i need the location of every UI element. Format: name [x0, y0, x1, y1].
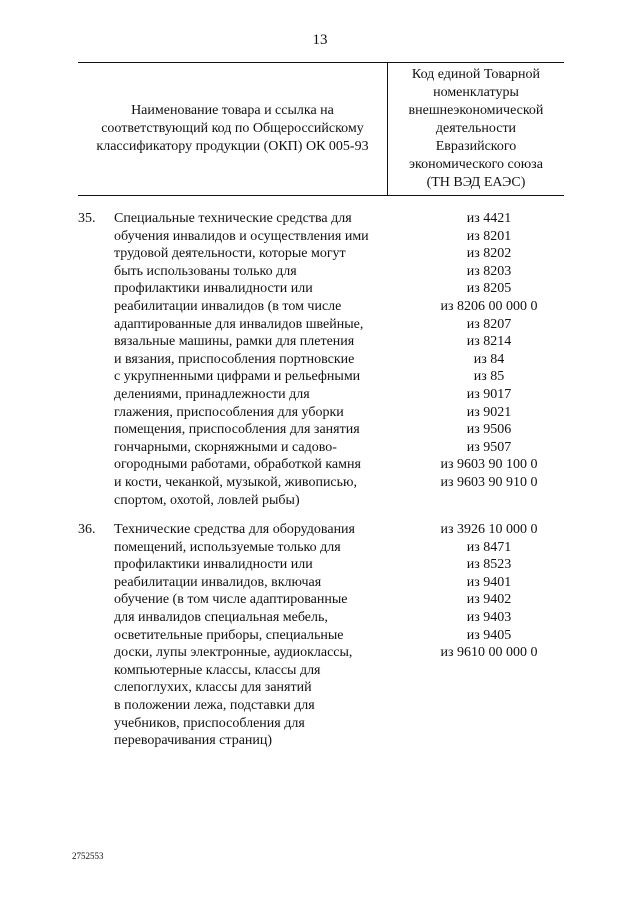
description-line: с укрупненными цифрами и рельефными	[114, 369, 361, 385]
code-value: из 9405	[466, 627, 512, 643]
description-line: огородными работами, обработкой камня	[114, 457, 361, 473]
document-id: 2752553	[72, 851, 104, 861]
page-number: 13	[312, 32, 328, 48]
code-value: из 3926 10 000 0	[440, 522, 538, 537]
code-value: из 85	[473, 369, 505, 385]
description-line: помещения, приспособления для занятия	[114, 422, 360, 438]
description-line: профилактики инвалидности или	[114, 557, 313, 573]
description-line: и вязания, приспособления портновские	[114, 351, 355, 367]
description-line: вязальные машины, рамки для плетения	[114, 334, 355, 350]
description-line: Специальные технические средства для	[114, 211, 352, 226]
description-line: слепоглухих, классы для занятий	[114, 680, 312, 696]
header-name-line: классификатору продукции (ОКП) ОК 005-93	[96, 139, 369, 154]
code-value: из 9603 90 100 0	[440, 457, 538, 473]
code-value: из 9021	[466, 404, 512, 420]
header-code-line: деятельности	[435, 121, 517, 136]
description-line: обучения инвалидов и осуществления ими	[114, 228, 369, 244]
code-value: из 4421	[466, 211, 512, 226]
code-value: из 8206 00 000 0	[440, 298, 538, 314]
header-code-line: внешнеэкономической	[408, 103, 544, 118]
header-name-column	[78, 63, 387, 195]
header-code-line: экономического союза	[409, 157, 543, 172]
header-name-line: Наименование товара и ссылка на	[131, 103, 334, 118]
header-code-line: номенклатуры	[433, 85, 519, 100]
description-line: учебников, приспособления для	[114, 715, 305, 731]
code-value: из 9507	[466, 439, 512, 455]
description-line: в положении лежа, подставки для	[114, 697, 315, 713]
description-line: переворачивания страниц)	[114, 733, 273, 749]
table-header	[78, 62, 564, 196]
description-line: реабилитации инвалидов (в том числе	[114, 298, 342, 314]
code-value: из 9401	[466, 574, 512, 590]
description-line: трудовой деятельности, которые могут	[114, 246, 346, 262]
description-line: гончарными, скорняжными и садово-	[114, 439, 337, 455]
description-line: обучение (в том числе адаптированные	[114, 592, 348, 608]
code-value: из 8214	[466, 334, 512, 350]
entry-codes	[414, 210, 564, 492]
header-code-line: Евразийского	[435, 139, 517, 154]
description-line: для инвалидов специальная мебель,	[114, 609, 328, 625]
entry-number: 35.	[78, 211, 96, 226]
header-name-line: соответствующий код по Общероссийскому	[101, 121, 364, 136]
entry-description	[114, 521, 414, 750]
description-line: осветительные приборы, специальные	[114, 627, 344, 643]
code-value: из 9403	[466, 609, 512, 625]
code-value: из 8471	[466, 539, 512, 555]
description-line: адаптированные для инвалидов швейные,	[114, 316, 364, 332]
description-line: доски, лупы электронные, аудиоклассы,	[114, 645, 353, 661]
code-value: из 9402	[466, 592, 512, 608]
entry-codes	[414, 521, 564, 662]
header-code-line: (ТН ВЭД ЕАЭС)	[426, 175, 526, 190]
code-value: из 8207	[466, 316, 512, 332]
header-code-column	[388, 63, 564, 195]
code-value: из 84	[473, 351, 505, 367]
description-line: спортом, охотой, ловлей рыбы)	[114, 492, 300, 508]
description-line: делениями, принадлежности для	[114, 386, 310, 402]
description-line: глажения, приспособления для уборки	[114, 404, 344, 420]
description-line: помещений, используемые только для	[114, 539, 341, 555]
entry-description	[114, 210, 414, 509]
description-line: и кости, чеканкой, музыкой, живописью,	[114, 474, 357, 490]
code-value: из 9603 90 910 0	[440, 474, 538, 490]
code-value: из 8523	[466, 557, 512, 573]
description-line: компьютерные классы, классы для	[114, 662, 321, 678]
code-value: из 8205	[466, 281, 512, 297]
code-value: из 8203	[466, 263, 512, 279]
description-line: профилактики инвалидности или	[114, 281, 313, 297]
code-value: из 8202	[466, 246, 512, 262]
description-line: Технические средства для оборудования	[114, 522, 355, 537]
code-value: из 8201	[466, 228, 512, 244]
code-value: из 9506	[466, 422, 512, 438]
description-line: быть использованы только для	[114, 263, 297, 279]
code-value: из 9610 00 000 0	[440, 645, 538, 661]
description-line: реабилитации инвалидов, включая	[114, 574, 322, 590]
code-value: из 9017	[466, 386, 512, 402]
header-code-line: Код единой Товарной	[411, 67, 541, 82]
entry-number: 36.	[78, 522, 96, 537]
